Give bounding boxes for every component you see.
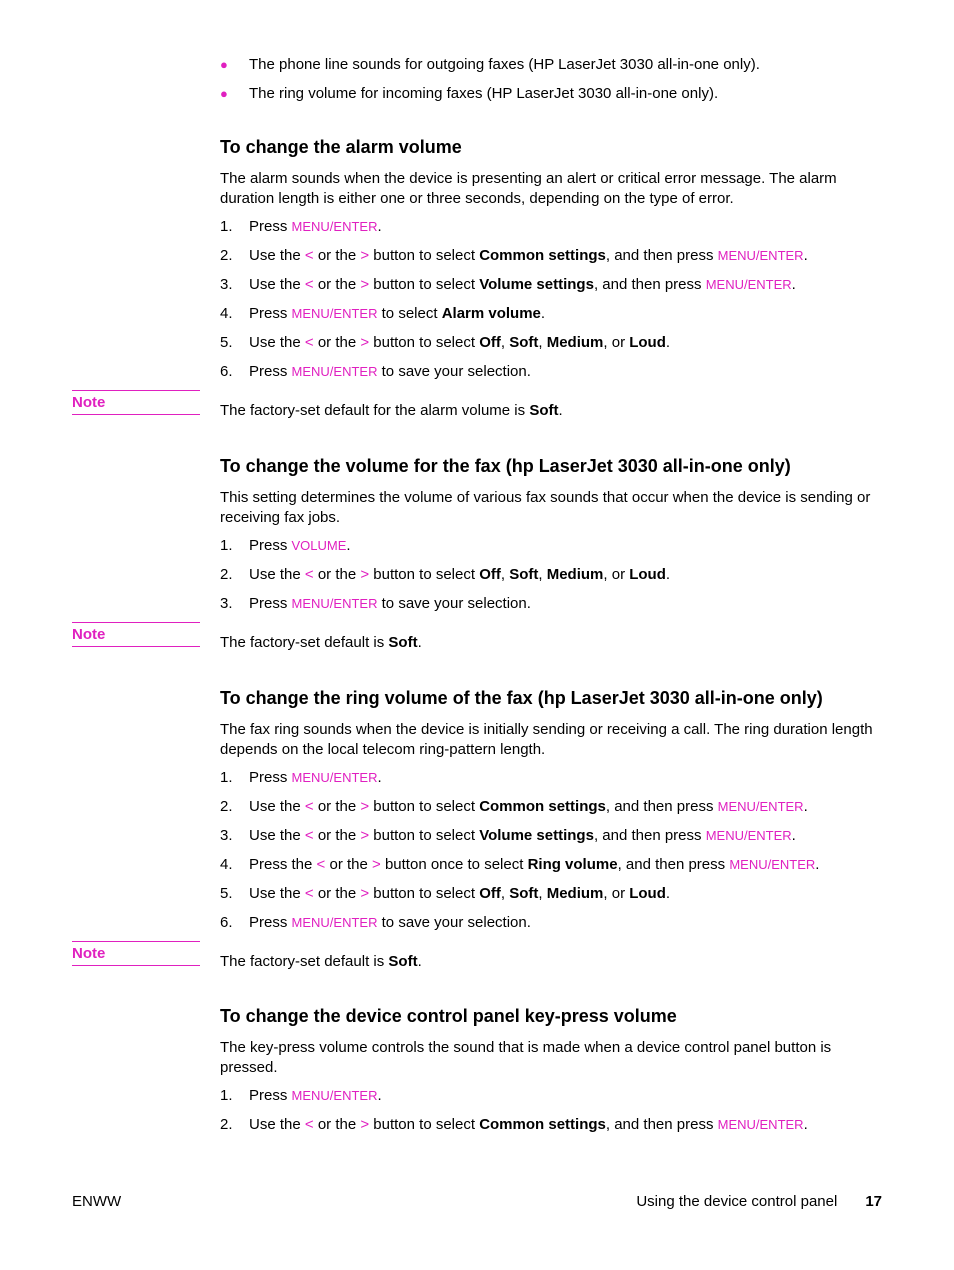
section-heading-alarm: To change the alarm volume <box>220 137 462 157</box>
menu-enter-key: MENU/ENTER <box>705 277 792 292</box>
left-arrow-key: < <box>316 856 326 873</box>
list-item: 1. Press VOLUME. <box>220 537 351 554</box>
right-arrow-key: > <box>360 566 370 583</box>
bullet-icon: ● <box>220 57 228 72</box>
bullet-icon: ● <box>220 86 228 101</box>
list-item: ● The phone line sounds for outgoing faxes (HP LaserJet 3030 all-in-one only). <box>220 56 760 73</box>
menu-enter-key: MENU/ENTER <box>705 828 792 843</box>
list-item: 2. Use the < or the > button to select Common settings, and then press MENU/ENTER. <box>220 247 808 264</box>
steps-list <box>220 768 884 933</box>
page-number: 17 <box>865 1193 882 1210</box>
list-item: 3. Use the < or the > button to select Volume settings, and then press MENU/ENTER. <box>220 827 796 844</box>
note-label: Note <box>72 622 200 647</box>
menu-enter-key: MENU/ENTER <box>291 596 378 611</box>
section-intro: The fax ring sounds when the device is initially sending or receiving a call. The ring duration length depends on the local telecom ring-pattern length. <box>220 721 873 758</box>
left-arrow-key: < <box>304 247 314 264</box>
right-arrow-key: > <box>360 1116 370 1133</box>
footer-left-label: ENWW <box>72 1193 122 1210</box>
list-item: 1. Press MENU/ENTER. <box>220 769 382 786</box>
left-arrow-key: < <box>304 276 314 293</box>
right-arrow-key: > <box>360 276 370 293</box>
section-heading-ring: To change the ring volume of the fax (hp LaserJet 3030 all-in-one only) <box>220 688 823 708</box>
menu-enter-key: MENU/ENTER <box>291 364 378 379</box>
left-arrow-key: < <box>304 798 314 815</box>
footer-title: Using the device control panel <box>636 1193 838 1210</box>
list-item: 4. Press MENU/ENTER to select Alarm volume. <box>220 305 546 322</box>
list-item: 2. Use the < or the > button to select Common settings, and then press MENU/ENTER. <box>220 1116 808 1133</box>
note-label: Note <box>72 941 200 966</box>
list-item: 5. Use the < or the > button to select Off, Soft, Medium, or Loud. <box>220 334 671 351</box>
menu-enter-key: MENU/ENTER <box>291 770 378 785</box>
note-fax: Note The factory-set default is Soft. <box>220 633 884 653</box>
menu-enter-key: MENU/ENTER <box>291 219 378 234</box>
intro-bullet-list <box>220 55 884 104</box>
menu-enter-key: MENU/ENTER <box>291 915 378 930</box>
left-arrow-key: < <box>304 885 314 902</box>
list-item: 5. Use the < or the > button to select Off, Soft, Medium, or Loud. <box>220 885 671 902</box>
menu-enter-key: MENU/ENTER <box>291 306 378 321</box>
list-item: 2. Use the < or the > button to select Common settings, and then press MENU/ENTER. <box>220 798 808 815</box>
left-arrow-key: < <box>304 566 314 583</box>
list-item: 1. Press MENU/ENTER. <box>220 218 382 235</box>
list-item: 4. Press the < or the > button once to select Ring volume, and then press MENU/ENTER. <box>220 856 820 873</box>
left-arrow-key: < <box>304 1116 314 1133</box>
volume-key: VOLUME <box>291 538 347 553</box>
list-item: 3. Use the < or the > button to select Volume settings, and then press MENU/ENTER. <box>220 276 796 293</box>
section-intro: This setting determines the volume of various fax sounds that occur when the device is sending or receiving fax jobs. <box>220 489 871 526</box>
list-item: 3. Press MENU/ENTER to save your selection. <box>220 595 531 612</box>
steps-list <box>220 536 884 614</box>
steps-list <box>220 217 884 382</box>
list-item: 1. Press MENU/ENTER. <box>220 1087 382 1104</box>
menu-enter-key: MENU/ENTER <box>717 1117 804 1132</box>
section-intro: The alarm sounds when the device is presenting an alert or critical error message. The alarm duration length is either one or three seconds, depending on the type of error. <box>220 170 837 207</box>
steps-list <box>220 1086 884 1135</box>
section-intro: The key-press volume controls the sound that is made when a device control panel button is pressed. <box>220 1039 832 1076</box>
note-label: Note <box>72 390 200 415</box>
footer-right <box>636 1192 882 1212</box>
menu-enter-key: MENU/ENTER <box>729 857 816 872</box>
page-content <box>72 55 884 1144</box>
right-arrow-key: > <box>372 856 381 873</box>
list-item: 6. Press MENU/ENTER to save your selection. <box>220 363 531 380</box>
section-heading-fax: To change the volume for the fax (hp LaserJet 3030 all-in-one only) <box>220 456 791 476</box>
right-arrow-key: > <box>360 247 370 264</box>
list-item: ● The ring volume for incoming faxes (HP LaserJet 3030 all-in-one only). <box>220 85 719 102</box>
list-item: 6. Press MENU/ENTER to save your selection. <box>220 914 531 931</box>
right-arrow-key: > <box>360 827 370 844</box>
menu-enter-key: MENU/ENTER <box>291 1088 378 1103</box>
note-alarm: Note The factory-set default for the alarm volume is Soft. <box>220 401 884 421</box>
left-arrow-key: < <box>304 827 314 844</box>
right-arrow-key: > <box>360 798 370 815</box>
list-item: 2. Use the < or the > button to select Off, Soft, Medium, or Loud. <box>220 566 671 583</box>
section-heading-keypress: To change the device control panel key-press volume <box>220 1006 677 1026</box>
right-arrow-key: > <box>360 885 370 902</box>
right-arrow-key: > <box>360 334 370 351</box>
note-ring: Note The factory-set default is Soft. <box>220 952 884 972</box>
menu-enter-key: MENU/ENTER <box>717 799 804 814</box>
left-arrow-key: < <box>304 334 314 351</box>
menu-enter-key: MENU/ENTER <box>717 248 804 263</box>
